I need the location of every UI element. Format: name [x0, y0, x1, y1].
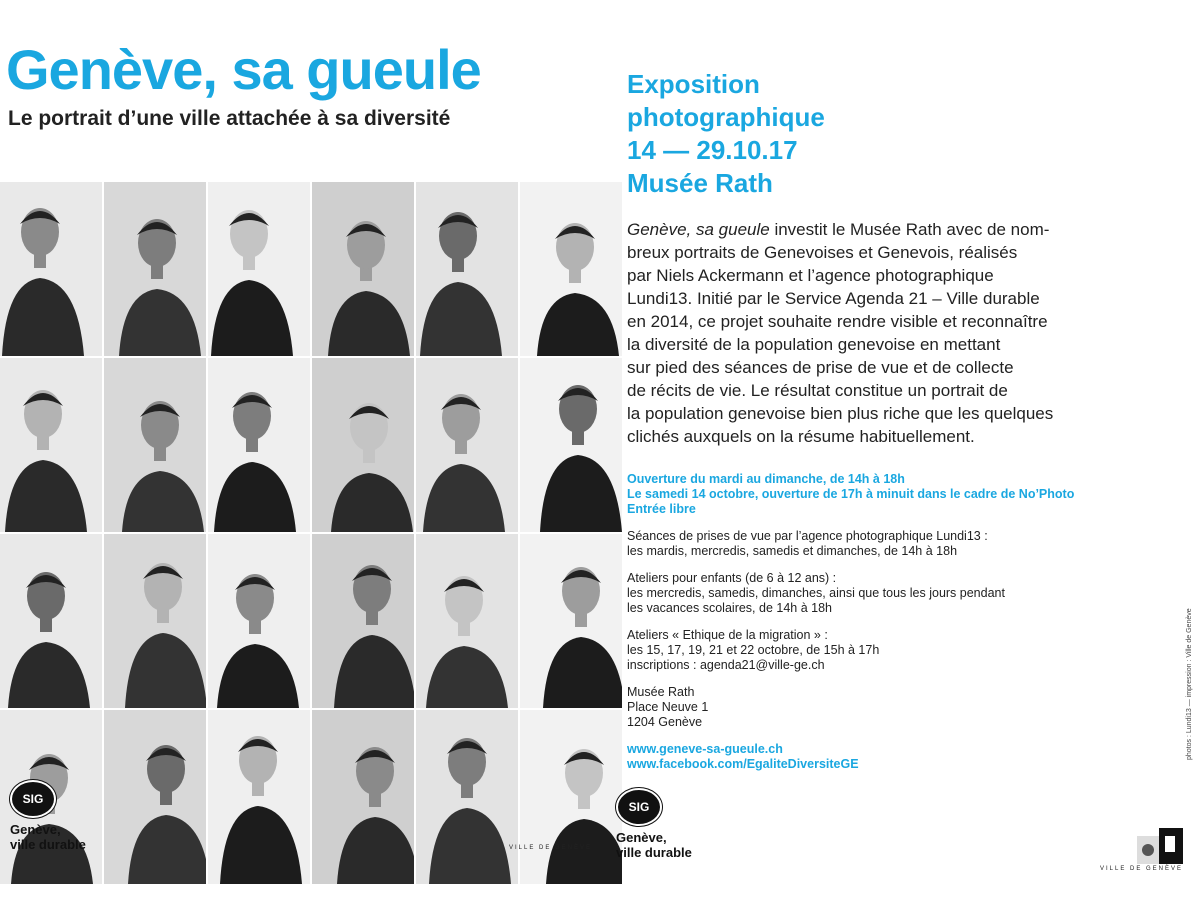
practical-info	[627, 472, 1147, 784]
portrait-photo	[104, 358, 206, 532]
exhibition-line: photographique	[627, 102, 825, 132]
address-line: Musée Rath	[627, 685, 695, 699]
portrait-photo	[208, 182, 310, 356]
portrait-photo	[520, 710, 622, 884]
portrait-grid	[0, 182, 614, 874]
portrait-photo	[0, 534, 102, 708]
logo-label	[616, 830, 692, 860]
ateliers-enfants-block	[627, 571, 1147, 616]
description-line: sur pied des séances de prise de vue et de collecte	[627, 358, 1014, 377]
migration-line: les 15, 17, 19, 21 et 22 octobre, de 15h à 17h	[627, 643, 880, 657]
website-link[interactable]: www.geneve-sa-gueule.ch	[627, 742, 783, 756]
portrait-photo	[0, 358, 102, 532]
seances-block	[627, 529, 1147, 559]
portrait-photo	[104, 182, 206, 356]
portrait-photo	[520, 358, 622, 532]
address-line: 1204 Genève	[627, 715, 703, 729]
ville-de-geneve-text: VILLE DE GENÈVE	[1100, 866, 1184, 872]
description-line: par Niels Ackermann et l’agence photographique	[627, 266, 994, 285]
ateliers-line: les vacances scolaires, de 14h à 18h	[627, 601, 832, 615]
description-line: investit le Musée Rath avec de nom-	[769, 220, 1050, 239]
logo-label-line: Genève,	[10, 822, 61, 837]
sig-badge-icon: SIG	[10, 780, 56, 818]
portrait-photo	[104, 534, 206, 708]
exhibition-block	[627, 68, 947, 200]
opening-line: Entrée libre	[627, 502, 696, 516]
portrait-photo	[0, 182, 102, 356]
portrait-photo	[104, 710, 206, 884]
exhibition-dates: 14 — 29.10.17	[627, 135, 798, 165]
ville-de-geneve-mark-small: VILLE DE GENÈVE	[509, 845, 593, 851]
opening-hours	[627, 472, 1147, 517]
migration-line: Ateliers « Ethique de la migration » :	[627, 628, 828, 642]
ateliers-line: Ateliers pour enfants (de 6 à 12 ans) :	[627, 571, 837, 585]
ateliers-migration-block	[627, 628, 1147, 673]
logo-label	[10, 822, 86, 852]
migration-line: inscriptions : agenda21@ville-ge.ch	[627, 658, 825, 672]
portrait-photo	[416, 182, 518, 356]
portrait-photo	[208, 710, 310, 884]
portrait-photo	[312, 534, 414, 708]
address-block	[627, 685, 1147, 730]
photo-credits: photos : Lundi13 — impression : Ville de Genève	[1186, 608, 1193, 760]
logo-label-line: ville durable	[10, 837, 86, 852]
portrait-photo	[520, 534, 622, 708]
exhibition-line: Exposition	[627, 69, 760, 99]
description-title-italic: Genève, sa gueule	[627, 220, 770, 239]
description-line: la diversité de la population genevoise en mettant	[627, 335, 1001, 354]
portrait-photo	[208, 534, 310, 708]
description-line: Lundi13. Initié par le Service Agenda 21 – Ville durable	[627, 289, 1040, 308]
description-line: en 2014, ce projet souhaite rendre visible et reconnaître	[627, 312, 1048, 331]
sig-logo-right	[616, 788, 692, 860]
sig-badge-icon: SIG	[616, 788, 662, 826]
ateliers-line: les mercredis, samedis, dimanches, ainsi que tous les jours pendant	[627, 586, 1005, 600]
portrait-photo	[312, 182, 414, 356]
description-line: clichés auxquels on la résume habituellement.	[627, 427, 975, 446]
portrait-photo	[416, 358, 518, 532]
portrait-photo	[312, 710, 414, 884]
portrait-photo	[312, 358, 414, 532]
opening-line: Le samedi 14 octobre, ouverture de 17h à minuit dans le cadre de No’Photo	[627, 487, 1075, 501]
exhibition-venue: Musée Rath	[627, 168, 773, 198]
poster-title: Genève, sa gueule	[6, 38, 481, 101]
logo-label-line: ville durable	[616, 845, 692, 860]
description-line: breux portraits de Genevoises et Genevois, réalisés	[627, 243, 1018, 262]
description-line: de récits de vie. Le résultat constitue un portrait de	[627, 381, 1008, 400]
portrait-photo	[416, 534, 518, 708]
sig-logo-left	[10, 780, 86, 852]
opening-line: Ouverture du mardi au dimanche, de 14h à 18h	[627, 472, 905, 486]
address-line: Place Neuve 1	[627, 700, 709, 714]
portrait-photo	[520, 182, 622, 356]
description	[627, 218, 1107, 448]
portrait-photo	[208, 358, 310, 532]
description-line: la population genevoise bien plus riche que les quelques	[627, 404, 1054, 423]
seances-line: Séances de prises de vue par l’agence photographique Lundi13 :	[627, 529, 988, 543]
logo-label-line: Genève,	[616, 830, 667, 845]
poster-subtitle: Le portrait d’une ville attachée à sa diversité	[8, 107, 451, 130]
links-block	[627, 742, 1147, 772]
seances-line: les mardis, mercredis, samedis et dimanches, de 14h à 18h	[627, 544, 958, 558]
portrait-photo	[416, 710, 518, 884]
facebook-link[interactable]: www.facebook.com/EgaliteDiversiteGE	[627, 757, 859, 771]
